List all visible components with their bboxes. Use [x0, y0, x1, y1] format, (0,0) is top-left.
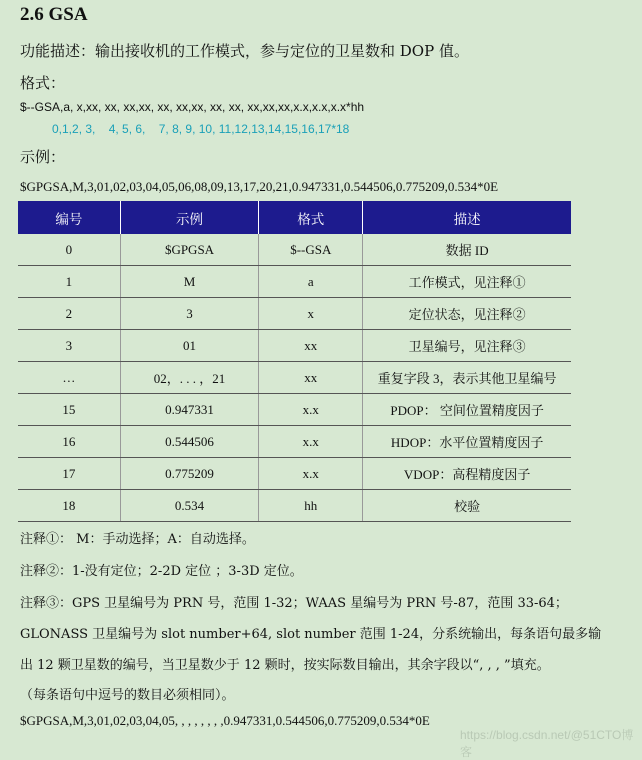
table-row	[18, 266, 571, 298]
cell-number: 16	[18, 426, 120, 458]
note-3-line-4: （每条语句中逗号的数目必须相同）。	[20, 688, 235, 703]
format-field-indices: 0,1,2, 3, 4, 5, 6, 7, 8, 9, 10, 11,12,13,14,15,16,17*18	[52, 122, 350, 136]
watermark: https://blog.csdn.net/@51CTO博客	[460, 728, 634, 759]
cell-example: $GPGSA	[120, 234, 259, 266]
note-2: 注释②：1-没有定位；2-2D 定位 ；3-3D 定位。	[20, 564, 303, 579]
cell-format: xx	[259, 362, 363, 394]
cell-number: 2	[18, 298, 120, 330]
note-3-line-2: GLONASS 卫星编号为 slot number+64, slot number 范围 1-24，分系统输出，每条语句最多输	[20, 627, 602, 642]
table-row	[18, 458, 571, 490]
cell-format: $--GSA	[259, 234, 363, 266]
cell-number: …	[18, 362, 120, 394]
table-row	[18, 490, 571, 522]
cell-number: 18	[18, 490, 120, 522]
cell-description: VDOP：高程精度因子	[363, 458, 571, 490]
cell-example: 0.775209	[120, 458, 259, 490]
cell-example: 0.534	[120, 490, 259, 522]
cell-description: 定位状态，见注释②	[363, 298, 571, 330]
cell-format: a	[259, 266, 363, 298]
header-format: 格式	[259, 201, 363, 234]
table-row	[18, 362, 571, 394]
cell-example: M	[120, 266, 259, 298]
function-description: 功能描述：输出接收机的工作模式，参与定位的卫星数和 DOP 值。	[20, 42, 469, 60]
table-row	[18, 330, 571, 362]
field-table	[18, 201, 571, 522]
table-row	[18, 298, 571, 330]
cell-example: 01	[120, 330, 259, 362]
table-row	[18, 394, 571, 426]
cell-description: 工作模式，见注释①	[363, 266, 571, 298]
cell-number: 0	[18, 234, 120, 266]
example-label: 示例：	[20, 148, 66, 166]
note-3-line-3: 出 12 颗卫星数的编号，当卫星数少于 12 颗时，按实际数目输出，其余字段以“, , , ”填充。	[20, 658, 550, 673]
cell-description: 卫星编号，见注释③	[363, 330, 571, 362]
cell-example: 0.544506	[120, 426, 259, 458]
cell-example: 0.947331	[120, 394, 259, 426]
cell-format: x.x	[259, 426, 363, 458]
cell-format: x.x	[259, 394, 363, 426]
format-string: $--GSA,a, x,xx, xx, xx,xx, xx, xx,xx, xx, xx, xx,xx,xx,x.x,x.x,x.x*hh	[20, 100, 365, 114]
cell-description: HDOP：水平位置精度因子	[363, 426, 571, 458]
note-1: 注释①： M：手动选择；A：自动选择。	[20, 532, 255, 547]
cell-number: 3	[18, 330, 120, 362]
cell-format: xx	[259, 330, 363, 362]
cell-number: 15	[18, 394, 120, 426]
final-example-sentence: $GPGSA,M,3,01,02,03,04,05, , , , , , , ,0.947331,0.544506,0.775209,0.534*0E	[20, 713, 430, 728]
cell-number: 1	[18, 266, 120, 298]
cell-format: hh	[259, 490, 363, 522]
cell-example: 02，. . . ，21	[120, 362, 259, 394]
cell-format: x	[259, 298, 363, 330]
section-title: 2.6 GSA	[20, 4, 88, 25]
header-number: 编号	[18, 201, 120, 234]
header-example: 示例	[120, 201, 259, 234]
format-label: 格式：	[20, 74, 66, 92]
cell-description: 数据 ID	[363, 234, 571, 266]
cell-example: 3	[120, 298, 259, 330]
table-row	[18, 234, 571, 266]
cell-description: 校验	[363, 490, 571, 522]
cell-format: x.x	[259, 458, 363, 490]
note-3-line-1: 注释③：GPS 卫星编号为 PRN 号，范围 1-32；WAAS 星编号为 PRN 号-87，范围 33-64；	[20, 596, 568, 611]
table-row	[18, 426, 571, 458]
cell-description: 重复字段 3，表示其他卫星编号	[363, 362, 571, 394]
cell-number: 17	[18, 458, 120, 490]
cell-description: PDOP： 空间位置精度因子	[363, 394, 571, 426]
header-description: 描述	[363, 201, 571, 234]
table-header-row	[18, 201, 571, 234]
example-sentence: $GPGSA,M,3,01,02,03,04,05,06,08,09,13,17,20,21,0.947331,0.544506,0.775209,0.534*0E	[20, 179, 499, 194]
